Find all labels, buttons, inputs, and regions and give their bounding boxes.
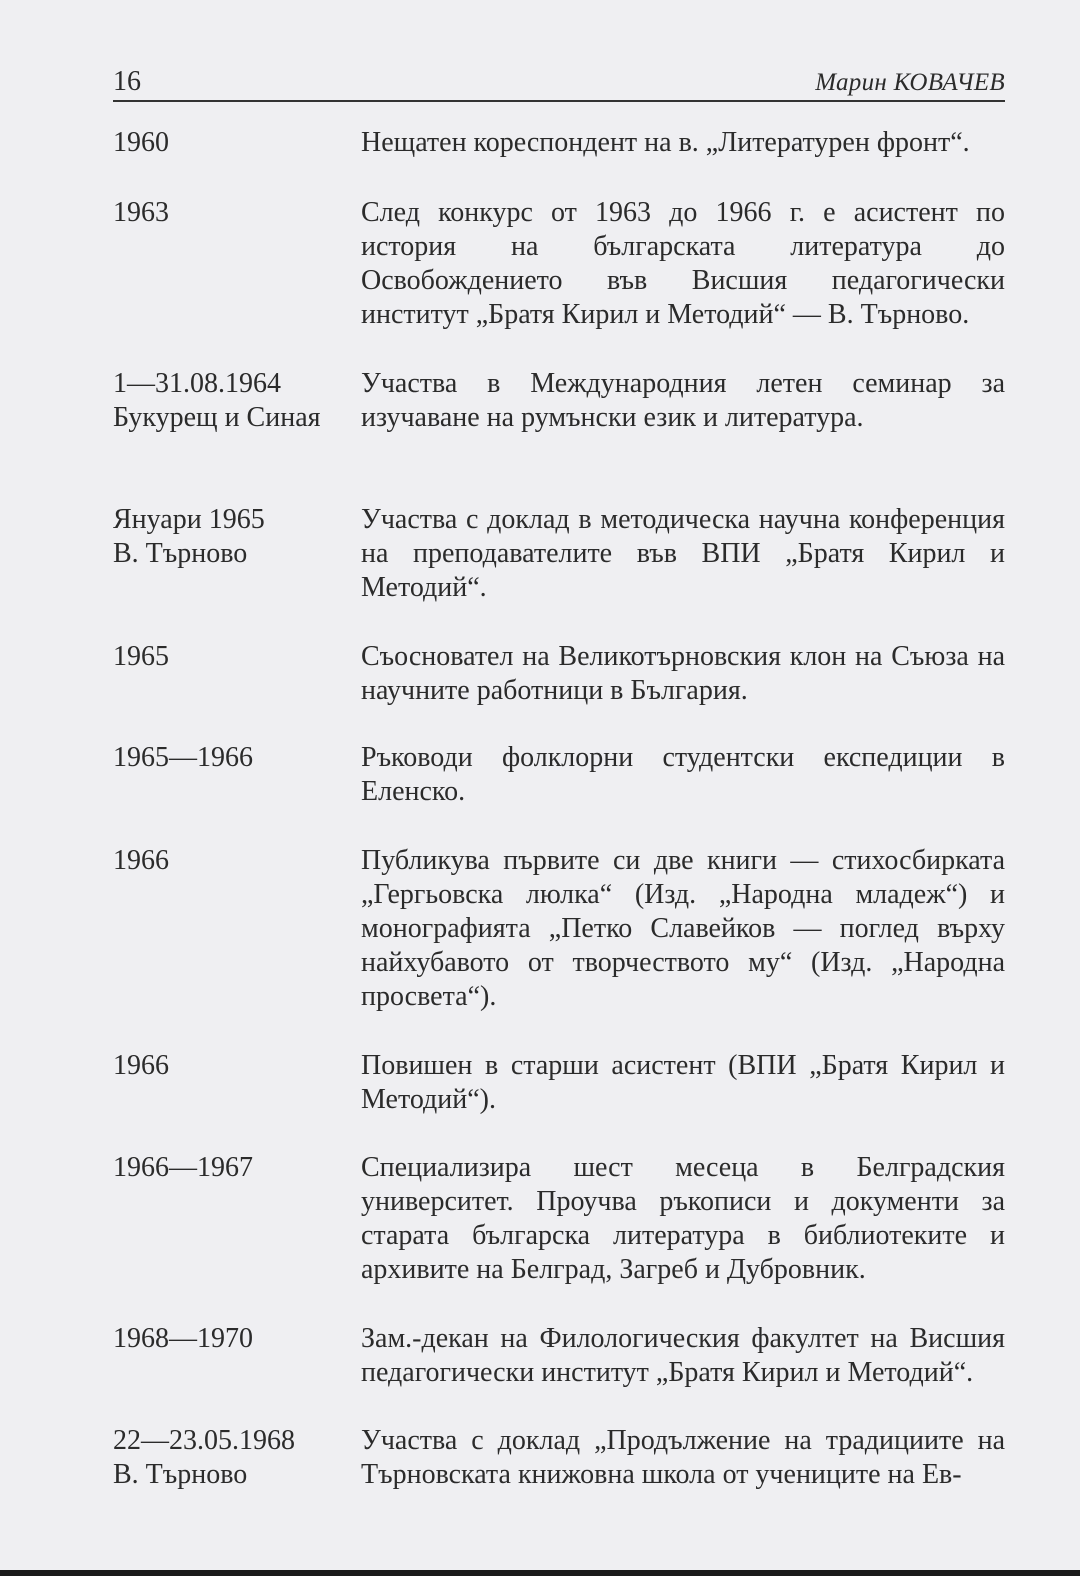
entry-date: 1960 — [113, 127, 169, 158]
entry-text: Нещатен кореспондент на в. „Литературен фронт“. — [361, 127, 970, 158]
entry-text: Ръководи фолклорни студентски експедиции в Еленско. — [361, 742, 1005, 807]
entry-date: 1965 — [113, 641, 169, 672]
entry-date: 1968—1970 — [113, 1323, 253, 1354]
entry-text: Участва с доклад „Продължение на традициите на Търновската книжовна школа от учениците на Ев- — [361, 1425, 1005, 1490]
entry-date: 1965—1966 — [113, 742, 253, 773]
entry-date: 1966 — [113, 845, 169, 876]
scan-bottom-edge — [0, 1570, 1080, 1576]
entry-text: Съосновател на Великотърновския клон на Съюза на научните работници в България. — [361, 641, 1005, 706]
page-header — [113, 62, 1005, 102]
entry-text: Специализира шест месеца в Белградския университет. Проучва ръкописи и документи за старата българска литература в библиотеките и архивите на Белград, Загреб и Дубровник. — [361, 1152, 1005, 1285]
entry-date: 1963 — [113, 197, 169, 228]
running-head: Марин КОВАЧЕВ — [815, 69, 1005, 96]
entry-text: Участва в Международния летен семинар за изучаване на румънски език и литература. — [361, 368, 1005, 433]
entry-text: Участва с доклад в методическа научна конференция на преподавателите във ВПИ „Братя Кирил и Методий“. — [361, 504, 1005, 603]
entry-text: Повишен в старши асистент (ВПИ „Братя Кирил и Методий“). — [361, 1050, 1005, 1115]
entry-text: Публикува първите си две книги — стихосбирката „Гергьовска люлка“ (Изд. „Народна младеж“) и монографията „Петко Славейков — поглед върху найхубавото от творчеството му“ (Изд. „Народна просвета“). — [361, 845, 1005, 1012]
entry-date: 1966 — [113, 1050, 169, 1081]
entry-text: Зам.-декан на Филологическия факултет на Висшия педагогически институт „Братя Кирил и Методий“. — [361, 1323, 1005, 1388]
entry-date: 1—31.08.1964 Букурещ и Синая — [113, 368, 321, 433]
entry-date: 1966—1967 — [113, 1152, 253, 1183]
page-number: 16 — [113, 66, 141, 97]
entry-date: Януари 1965 В. Търново — [113, 504, 265, 569]
entry-text: След конкурс от 1963 до 1966 г. е асистент по история на българската литература до Освобождението във Висшия педагогически институт „Братя Кирил и Методий“ — В. Търново. — [361, 197, 1005, 330]
entry-date: 22—23.05.1968 В. Търново — [113, 1425, 295, 1490]
